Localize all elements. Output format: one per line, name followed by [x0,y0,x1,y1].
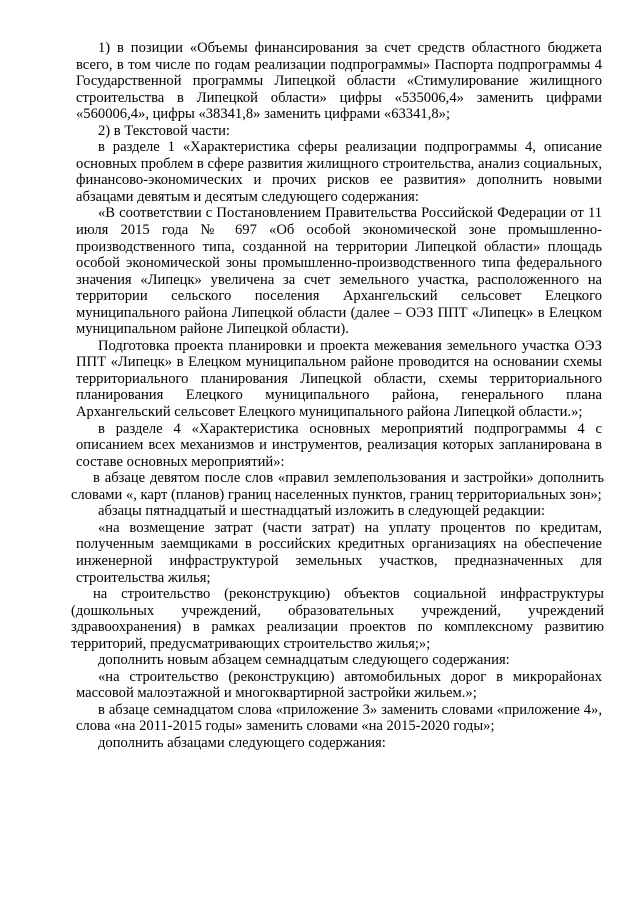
paragraph-4: «В соответствии с Постановлением Правительства Российской Федерации от 11 июля 2015 года № 697 «Об особой экономической зоне промышленно-производственного типа, созданной на территории Липецкой области» площадь особой экономической зоны промышленно-производственного типа федерального значения «Липецк» увеличена за счет земельного участка, расположенного на территории сельского поселения Архангельский сельсовет Елецкого муниципального района Липецкой области (далее – ОЭЗ ППТ «Липецк» в Елецком муниципальном районе Липецкой области). [76,205,602,338]
paragraph-6: в разделе 4 «Характеристика основных мероприятий подпрограммы 4 с описанием всех механизмов и инструментов, реализация которых запланирована в составе основных мероприятий»: [76,420,602,470]
document-page [71,40,604,752]
paragraph-9: «на возмещение затрат (части затрат) на уплату процентов по кредитам, полученным заемщиками в российских кредитных организациях на обеспечение инженерной инфраструктурой земельных участков, предназначенных для строительства жилья; [76,519,602,586]
paragraph-2: 2) в Текстовой части: [98,122,230,139]
paragraph-11: дополнить новым абзацем семнадцатым следующего содержания: [98,652,510,669]
paragraph-13: в абзаце семнадцатом слова «приложение 3» заменить словами «приложение 4», слова «на 2011-2015 годы» заменить словами «на 2015-2020 годы»; [76,701,602,735]
paragraph-7: в абзаце девятом после слов «правил землепользования и застройки» дополнить словами «, карт (планов) границ населенных пунктов, границ территориальных зон»; [71,470,604,503]
paragraph-14: дополнить абзацами следующего содержания: [98,734,386,751]
paragraph-10: на строительство (реконструкцию) объектов социальной инфраструктуры (дошкольных учреждений, образовательных учреждений, учреждений здравоохранения) в рамках реализации проектов по комплексному развитию территорий, предусматривающих строительство жилья;»; [71,586,604,652]
paragraph-5: Подготовка проекта планировки и проекта межевания земельного участка ОЭЗ ППТ «Липецк» в Елецком муниципальном районе проводится на основании схемы территориального планирования Липецкой области, схемы территориального планирования Елецкого муниципального района, генерального плана Архангельский сельсовет Елецкого муниципального района Липецкой области.»; [76,337,602,421]
paragraph-8: абзацы пятнадцатый и шестнадцатый изложить в следующей редакции: [98,503,546,520]
paragraph-3: в разделе 1 «Характеристика сферы реализации подпрограммы 4, описание основных проблем в сфере развития жилищного строительства, анализ социальных, финансово-экономических и прочих рисков ее развития» дополнить новыми абзацами девятым и десятым следующего содержания: [76,139,602,205]
paragraph-12: «на строительство (реконструкцию) автомобильных дорог в микрорайонах массовой малоэтажной и многоквартирной застройки жильем.»; [76,668,602,702]
paragraph-1: 1) в позиции «Объемы финансирования за счет средств областного бюджета всего, в том числе по годам реализации подпрограммы» Паспорта подпрограммы 4 Государственной программы Липецкой области «Стимулирование жилищного строительства в Липецкой области» цифры «535006,4» заменить цифрами «560006,4», цифры «38341,8» заменить цифрами «63341,8»; [76,40,602,123]
